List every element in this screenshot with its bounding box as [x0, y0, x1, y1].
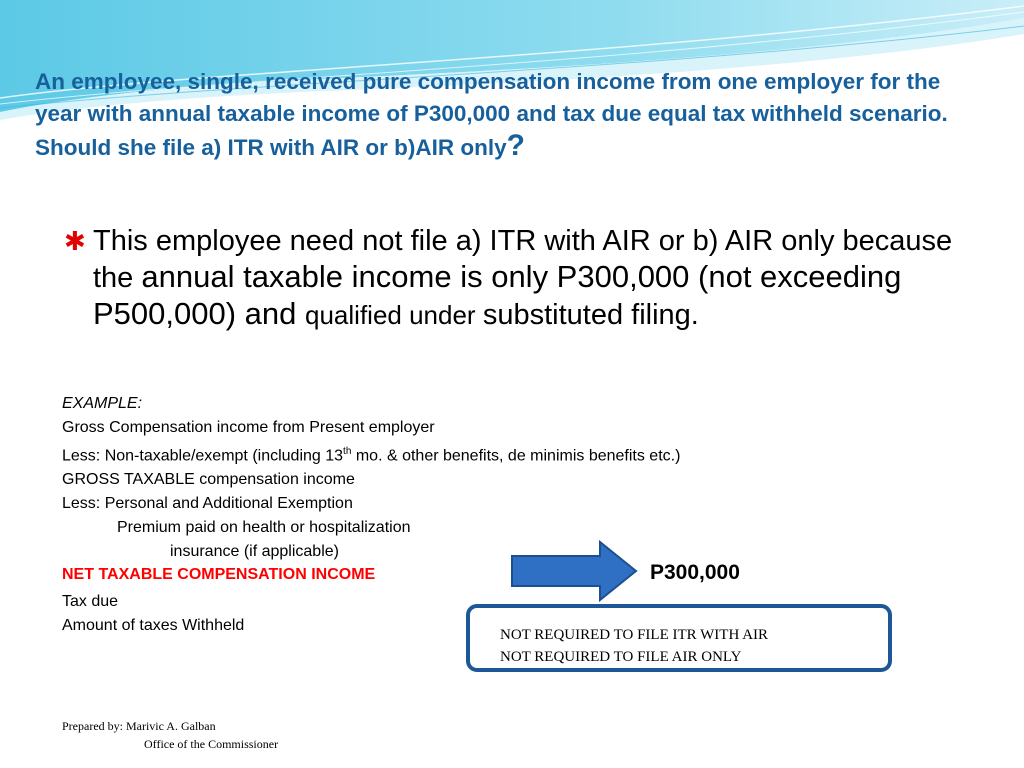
title-question-mark: ?	[506, 129, 525, 162]
non-taxable-text: Less: Non-taxable/exempt (including 13	[62, 447, 344, 465]
answer-part-2: annual taxable income is only P300,000 (not exceeding P500,000) and	[93, 259, 902, 331]
footer-credit	[62, 717, 278, 753]
gross-taxable-line: GROSS TAXABLE compensation income	[62, 471, 355, 489]
example-heading: EXAMPLE:	[62, 395, 143, 412]
premium-line: Premium paid on health or hospitalization	[117, 519, 411, 537]
ordinal-suffix: th	[343, 446, 352, 457]
net-taxable-label: NET TAXABLE COMPENSATION INCOME	[62, 566, 376, 583]
tax-lines	[62, 590, 244, 638]
answer-part-4: substituted filing.	[482, 299, 699, 331]
answer-bullet	[64, 224, 984, 333]
asterisk-bullet-icon: ✱	[64, 226, 86, 256]
title-text: An employee, single, received pure compensation income from one employer for the year with annual taxable income of P300,000 and tax due equal tax withheld scenario. Should she file a) ITR with AIR or b)AIR only	[35, 69, 948, 160]
tax-due-line: Tax due	[62, 593, 119, 610]
answer-part-1: This employee need not file a) ITR with AIR or b) AIR only because the	[93, 225, 953, 294]
filing-requirement-box	[466, 604, 892, 672]
example-computation	[62, 392, 680, 564]
office-name: Office of the Commissioner	[144, 737, 279, 751]
exemption-line: Less: Personal and Additional Exemption	[62, 495, 353, 513]
answer-part-3: qualified under	[305, 300, 483, 330]
notice-line-itr: NOT REQUIRED TO FILE ITR WITH AIR	[500, 627, 769, 643]
gross-compensation-line: Gross Compensation income from Present employer	[62, 419, 435, 436]
non-taxable-line	[62, 440, 680, 468]
prepared-by: Prepared by: Marivic A. Galban	[62, 719, 216, 733]
notice-line-air: NOT REQUIRED TO FILE AIR ONLY	[500, 649, 742, 665]
non-taxable-text-end: mo. & other benefits, de minimis benefits etc.)	[351, 447, 681, 465]
answer-text	[64, 224, 984, 333]
net-taxable-amount: P300,000	[650, 561, 740, 584]
taxes-withheld-line: Amount of taxes Withheld	[62, 617, 245, 634]
right-arrow-icon	[510, 540, 640, 602]
insurance-line: insurance (if applicable)	[170, 543, 339, 561]
slide-title	[35, 66, 990, 164]
